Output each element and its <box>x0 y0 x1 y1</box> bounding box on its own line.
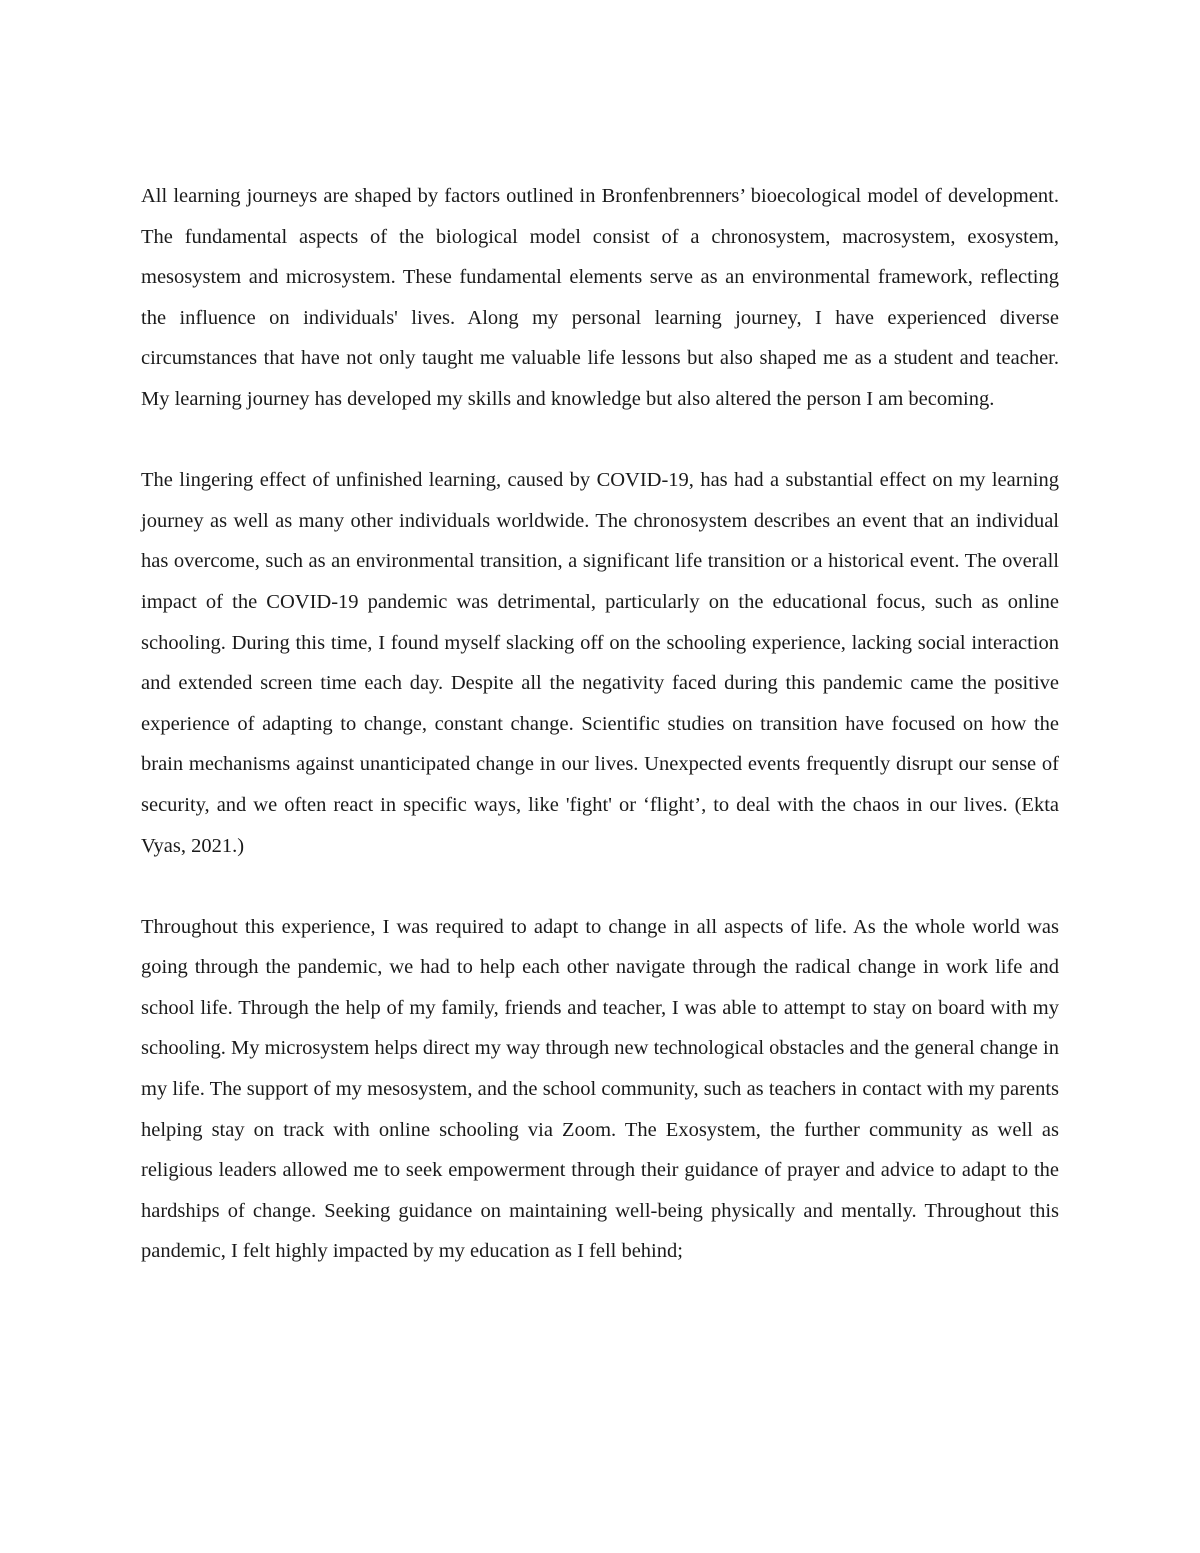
paragraph-chronosystem: The lingering effect of unfinished learning, caused by COVID-19, has had a substantial effect on my learning journey as well as many other individuals worldwide. The chronosystem describes an event that an individual has overcome, such as an environmental transition, a significant life transition or a historical event. The overall impact of the COVID-19 pandemic was detrimental, particularly on the educational focus, such as online schooling. During this time, I found myself slacking off on the schooling experience, lacking social interaction and extended screen time each day. Despite all the negativity faced during this pandemic came the positive experience of adapting to change, constant change. Scientific studies on transition have focused on how the brain mechanisms against unanticipated change in our lives. Unexpected events frequently disrupt our sense of security, and we often react in specific ways, like 'fight' or ‘flight’, to deal with the chaos in our lives. (Ekta Vyas, 2021.) <box>141 469 1059 857</box>
paragraph-intro: All learning journeys are shaped by factors outlined in Bronfenbrenners’ bioecological model of development. The fundamental aspects of the biological model consist of a chronosystem, macrosystem, exosystem, mesosystem and microsystem. These fundamental elements serve as an environmental framework, reflecting the influence on individuals' lives. Along my personal learning journey, I have experienced diverse circumstances that have not only taught me valuable life lessons but also shaped me as a student and teacher. My learning journey has developed my skills and knowledge but also altered the person I am becoming. <box>141 185 1059 410</box>
paragraph-adaptation: Throughout this experience, I was required to adapt to change in all aspects of life. As the whole world was going through the pandemic, we had to help each other navigate through the radical change in work life and school life. Through the help of my family, friends and teacher, I was able to attempt to stay on board with my schooling. My microsystem helps direct my way through new technological obstacles and the general change in my life. The support of my mesosystem, and the school community, such as teachers in contact with my parents helping stay on track with online schooling via Zoom. The Exosystem, the further community as well as religious leaders allowed me to seek empowerment through their guidance of prayer and advice to adapt to the hardships of change. Seeking guidance on maintaining well-being physically and mentally. Throughout this pandemic, I felt highly impacted by my education as I fell behind; <box>141 915 1059 1263</box>
body-text <box>141 176 1059 1272</box>
